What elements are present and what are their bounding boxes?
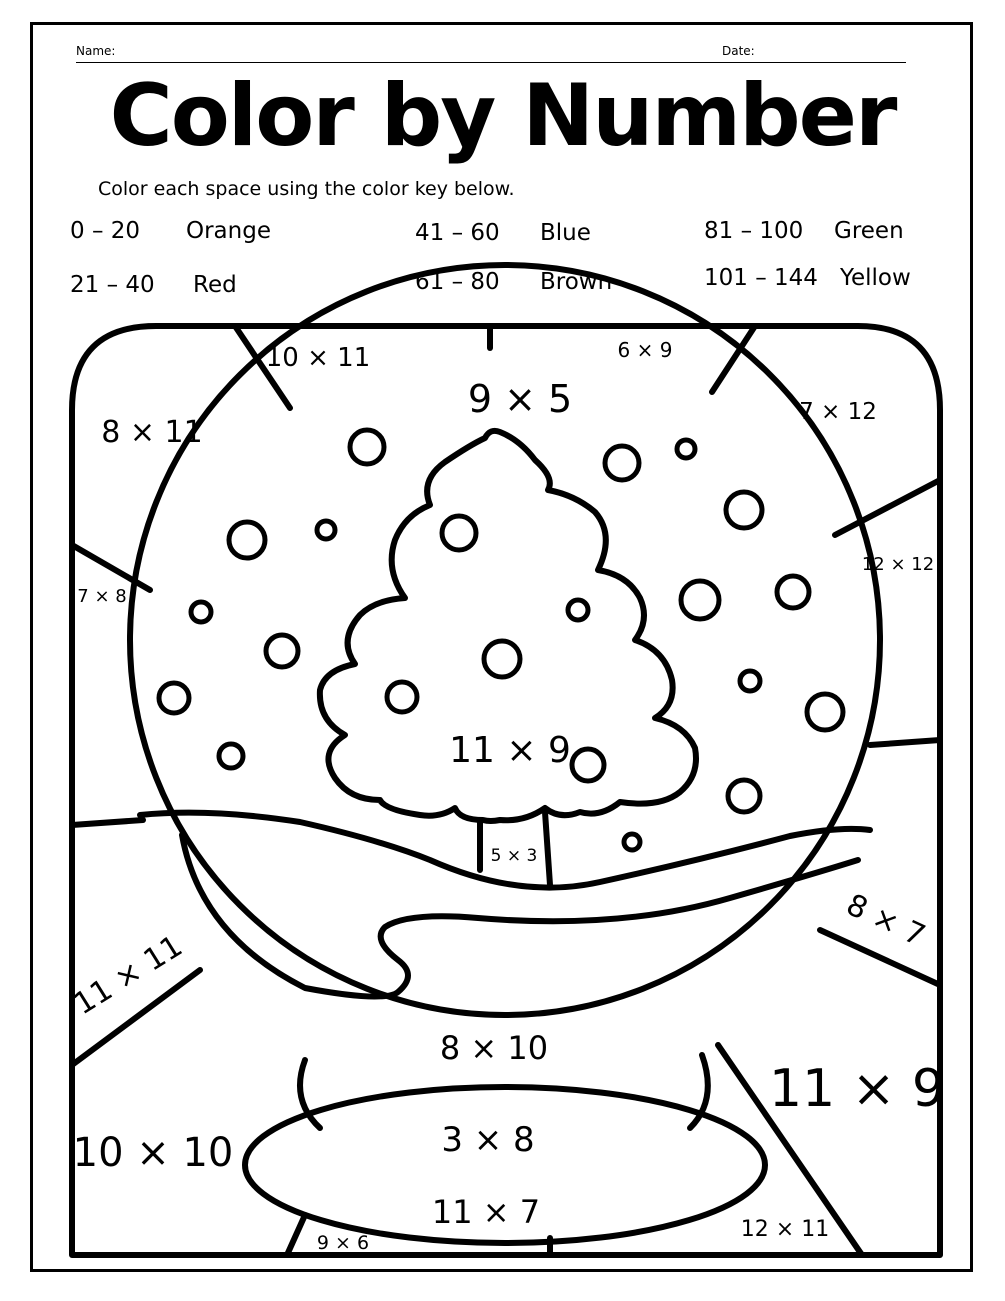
key-color-yellow: Yellow [840,265,911,291]
key-range-orange: 0 – 20 [70,218,141,244]
key-range-brown: 61 – 80 [415,269,500,295]
key-range-yellow: 101 – 144 [704,265,818,291]
key-range-blue: 41 – 60 [415,220,500,246]
problem-tree: 11 × 9 [449,730,571,771]
key-color-brown: Brown [540,269,613,295]
page-title: Color by Number [109,66,896,166]
problem-right-upper: 12 × 12 [861,554,935,575]
problem-top-right: 7 × 12 [799,399,877,425]
problem-top-strip-right: 6 × 9 [617,338,673,362]
instructions: Color each space using the color key below. [98,178,515,200]
problem-top-strip-left: 10 × 11 [265,343,371,373]
problem-base-top: 3 × 8 [441,1120,535,1160]
problem-bottom-right-large: 11 × 9 [769,1059,945,1119]
problem-base-bottom: 11 × 7 [431,1193,541,1231]
problem-trunk: 5 × 3 [490,846,538,866]
key-color-green: Green [834,218,904,244]
problem-left-upper: 7 × 8 [77,586,127,607]
key-range-red: 21 – 40 [70,272,155,298]
key-color-orange: Orange [186,218,271,244]
problem-globe-sky: 9 × 5 [467,377,573,421]
snowflakes [159,430,843,850]
problem-bottom-right: 12 × 11 [740,1217,830,1242]
problem-right-mid: 8 × 7 [840,887,931,954]
key-color-red: Red [193,272,237,298]
key-range-green: 81 – 100 [704,218,804,244]
problem-bottom-strip-left: 9 × 6 [316,1232,370,1254]
date-label: Date: [722,44,755,58]
problem-top-left: 8 × 11 [101,415,203,450]
problem-left-lower: 11 × 11 [67,928,189,1023]
key-color-blue: Blue [540,220,591,246]
problem-snow: 8 × 10 [439,1029,549,1067]
name-label: Name: [76,44,116,58]
problem-bottom-left: 10 × 10 [72,1130,234,1176]
